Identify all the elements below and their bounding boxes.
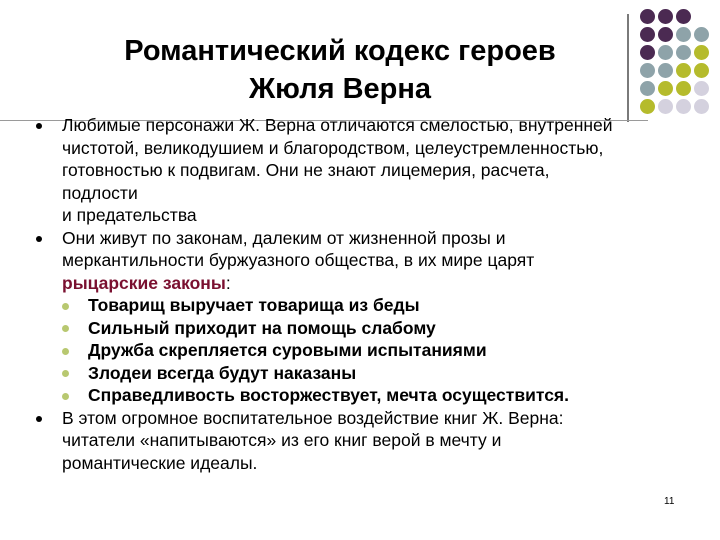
bullet-item — [36, 114, 686, 227]
decor-dot — [694, 45, 709, 60]
decor-dot — [676, 63, 691, 78]
bullet-dot-icon — [36, 123, 42, 129]
sub-bullet-dot-icon — [62, 348, 69, 355]
sub-bullet-text: Товарищ выручает товарища из беды — [88, 295, 420, 315]
sub-bullet-dot-icon — [62, 393, 69, 400]
decor-dot — [658, 45, 673, 60]
bullet-item — [36, 407, 686, 475]
decor-dot — [640, 27, 655, 42]
decor-dot — [676, 9, 691, 24]
bullet-dot-icon — [36, 416, 42, 422]
decor-dot — [694, 63, 709, 78]
text-line: чистотой, великодушием и благородством, целеустремленностью, — [62, 137, 604, 158]
sub-bullet-item — [62, 339, 686, 362]
sub-bullet-item — [62, 294, 686, 317]
text-line: В этом огромное воспитательное воздействие книг Ж. Верна: — [62, 407, 564, 428]
text-line — [62, 272, 686, 295]
decor-dot — [640, 81, 655, 96]
decor-dot — [658, 9, 673, 24]
sub-bullet-text: Злодеи всегда будут наказаны — [88, 362, 357, 383]
bullet-item — [36, 227, 686, 407]
decor-vertical-line — [627, 14, 629, 122]
text-line: Они живут по законам, далеким от жизненной прозы и — [62, 227, 506, 248]
sub-bullet-dot-icon — [62, 370, 69, 377]
decor-dot — [658, 27, 673, 42]
text-line: и предательства — [62, 205, 197, 225]
decor-dot — [640, 9, 655, 24]
sub-bullet-dot-icon — [62, 303, 69, 310]
decor-dot — [640, 99, 655, 114]
bullet-dot-icon — [36, 236, 42, 242]
slide-title — [80, 32, 600, 108]
page-number: 11 — [664, 496, 675, 507]
decor-dot — [694, 81, 709, 96]
text-line: готовностью к подвигам. Они не знают лицемерия, расчета, — [62, 160, 550, 180]
highlight-text: рыцарские законы — [62, 272, 226, 293]
sub-bullet-text: Сильный приходит на помощь слабому — [88, 317, 436, 338]
text-line: Любимые персонажи Ж. Верна отличаются смелостью, внутренней — [62, 115, 613, 135]
decor-dot — [676, 81, 691, 96]
slide-title-line: Романтический кодекс героев — [124, 35, 556, 67]
decor-dot — [640, 45, 655, 60]
text-line: романтические идеалы. — [62, 452, 258, 473]
text-line: подлости — [62, 182, 138, 203]
sub-bullet-item — [62, 362, 686, 385]
text-line: читатели «напитываются» из его книг верой в мечту и — [62, 430, 502, 450]
slide-title-line: Жюля Верна — [248, 73, 432, 105]
decor-dot — [694, 27, 709, 42]
decor-dot — [640, 63, 655, 78]
decor-dot — [658, 99, 673, 114]
decor-dot — [658, 63, 673, 78]
decor-dot — [676, 27, 691, 42]
decor-dot — [694, 99, 709, 114]
decor-dot — [658, 81, 673, 96]
sub-bullet-item — [62, 384, 686, 407]
text-line: меркантильности буржуазного общества, в их мире царят — [62, 250, 535, 270]
sub-bullet-text: Дружба скрепляется суровыми испытаниями — [88, 340, 487, 360]
slide-body — [36, 114, 686, 474]
colon-text: : — [225, 272, 231, 293]
decor-dot — [676, 45, 691, 60]
sub-bullet-item — [62, 317, 686, 340]
sub-bullet-text: Справедливость восторжествует, мечта осуществится. — [88, 385, 570, 405]
sub-bullet-dot-icon — [62, 325, 69, 332]
decor-dot — [676, 99, 691, 114]
